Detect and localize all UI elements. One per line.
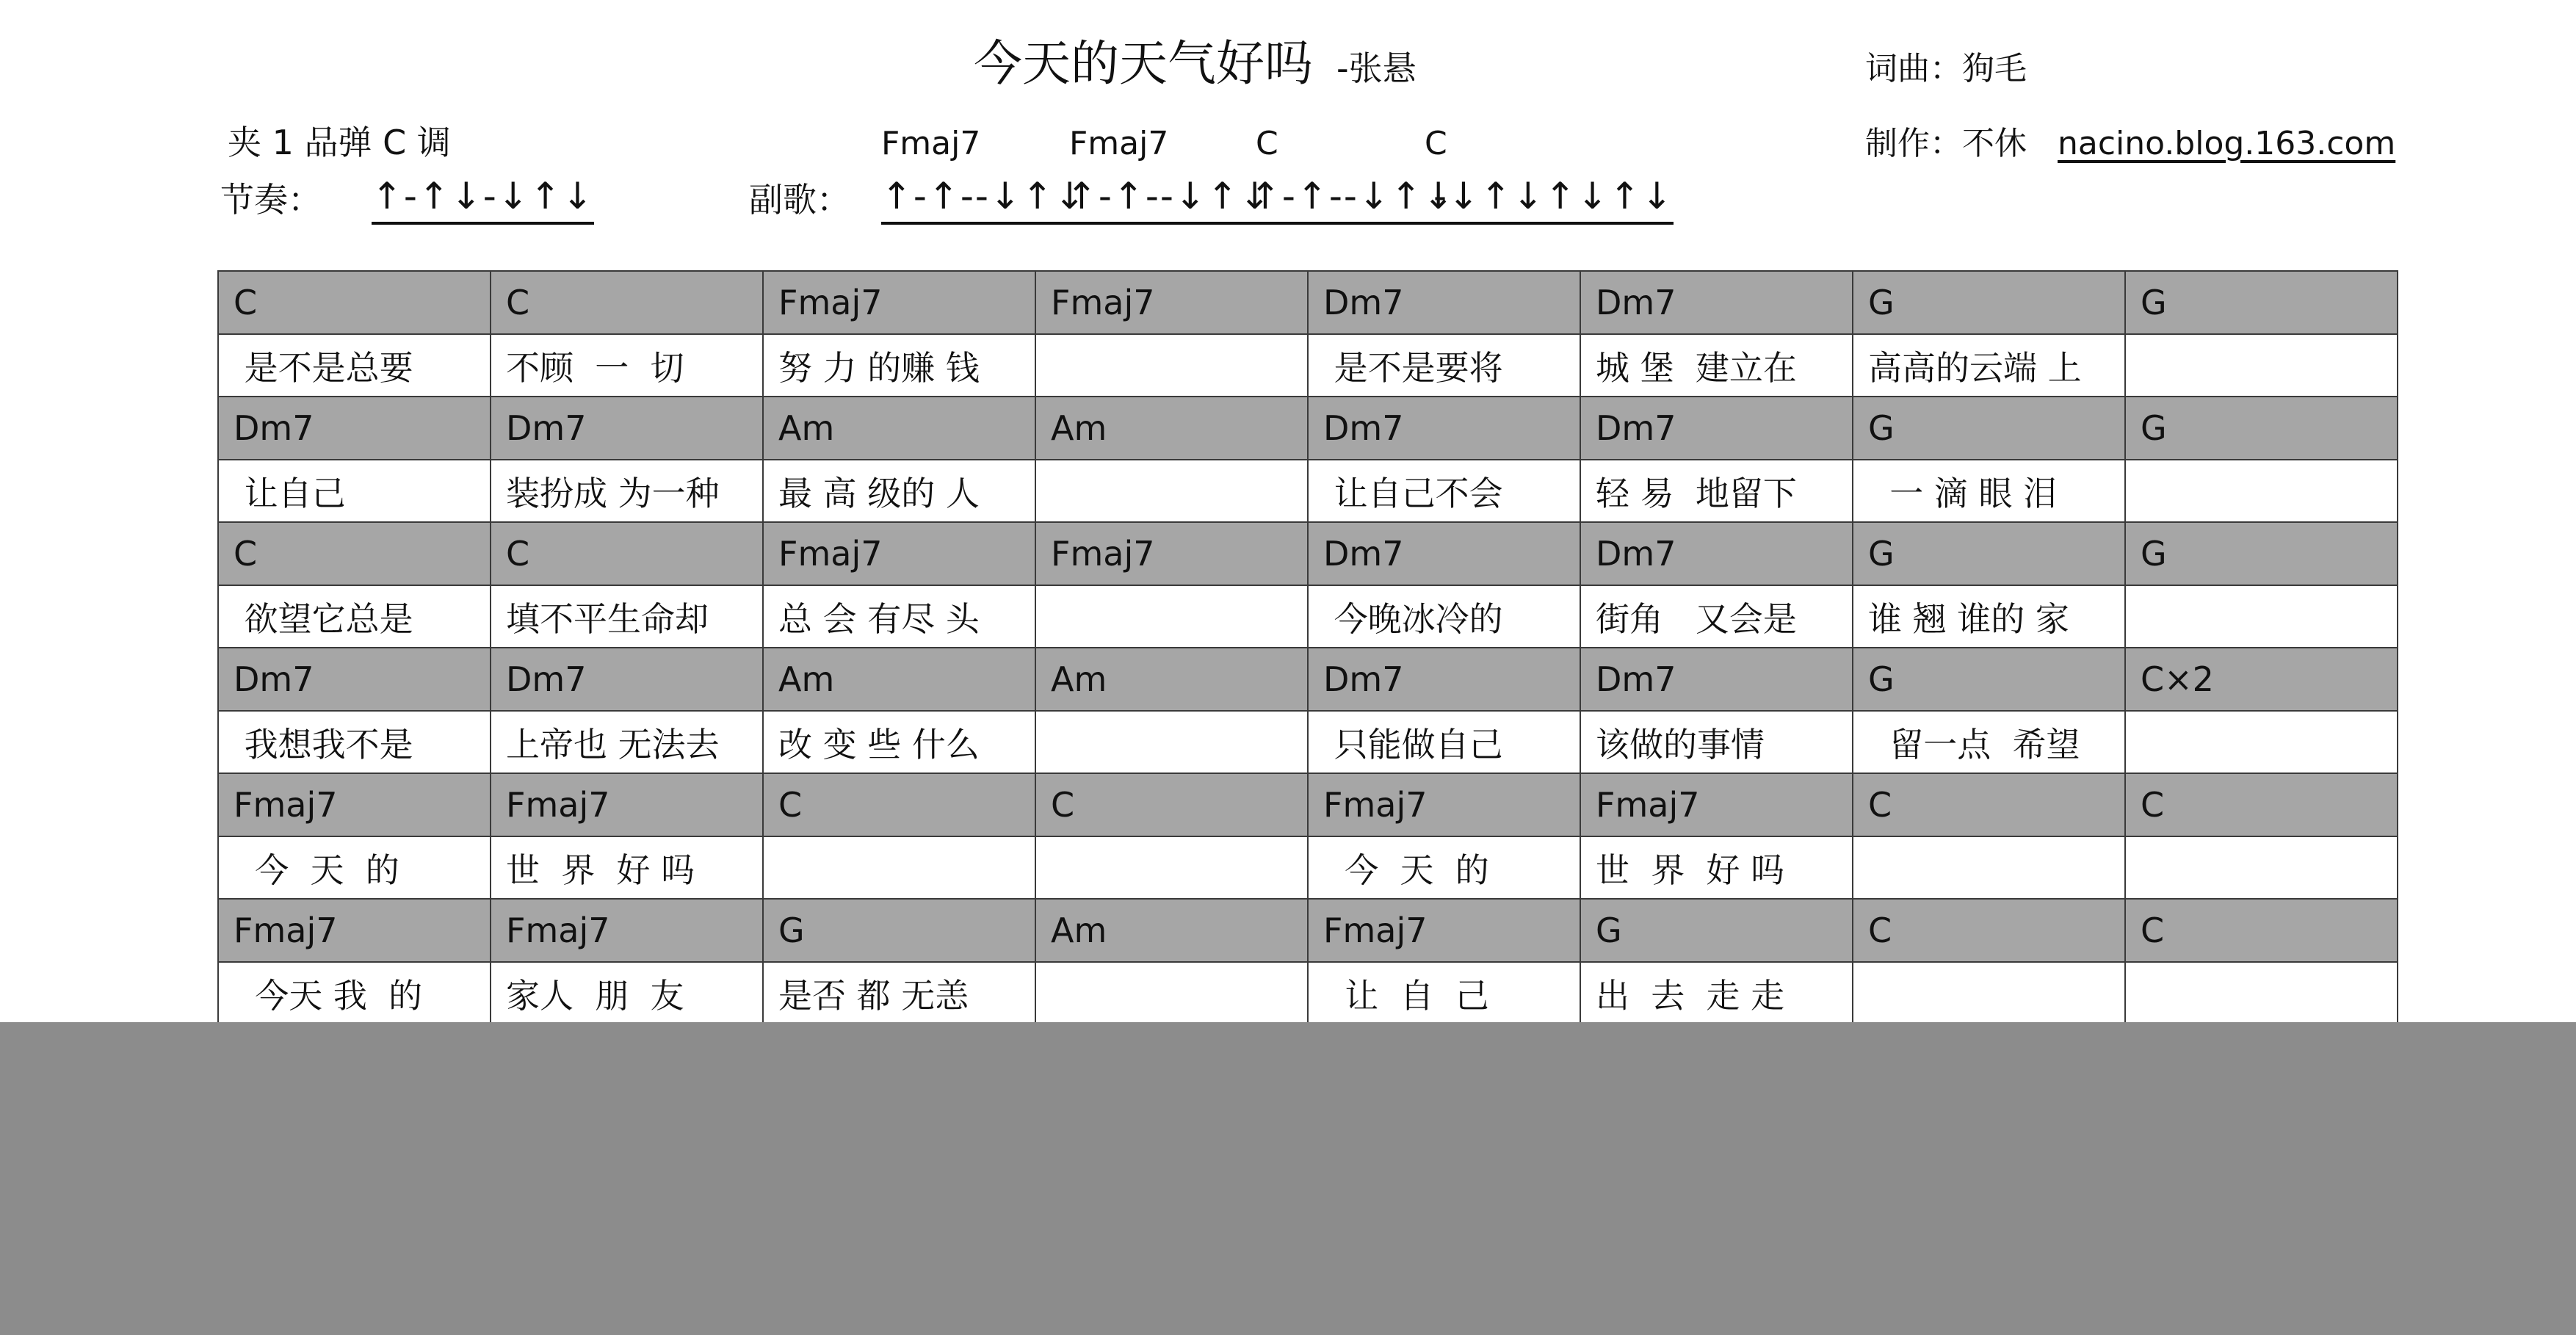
chord-grid-body xyxy=(218,271,2398,1024)
chord-cell: Am xyxy=(1035,648,1308,711)
chord-cell: G xyxy=(1853,271,2125,334)
lyric-cell: 出 去 走 走 xyxy=(1580,962,1853,1024)
lyric-cell xyxy=(1035,711,1308,773)
credits-text: 词曲：狗毛 xyxy=(1865,50,2027,87)
lyric-cell: 城 堡 建立在 xyxy=(1580,334,1853,397)
chorus-pattern: ↑-↑--↓↑↓ xyxy=(881,170,1087,225)
lyric-row xyxy=(218,962,2398,1024)
lyric-cell xyxy=(2125,711,2398,773)
lyric-cell xyxy=(1035,836,1308,899)
lyric-cell: 最 高 级的 人 xyxy=(763,460,1035,522)
lyric-cell xyxy=(763,836,1035,899)
chord-cell: G xyxy=(763,899,1035,962)
lyric-cell: 不顾 一 切 xyxy=(491,334,763,397)
lyric-cell: 一 滴 眼 泪 xyxy=(1853,460,2125,522)
website-link[interactable]: nacino.blog.163.com xyxy=(2058,125,2396,162)
lyric-row xyxy=(218,711,2398,773)
lyric-cell: 今晚冰冷的 xyxy=(1308,585,1580,648)
chord-cell: C xyxy=(2125,773,2398,836)
chorus-label: 副歌： xyxy=(749,180,850,220)
chord-cell: C xyxy=(218,522,491,585)
chord-cell: G xyxy=(1580,899,1853,962)
chord-cell: Dm7 xyxy=(1580,271,1853,334)
chord-cell: Fmaj7 xyxy=(491,899,763,962)
chord-cell: C xyxy=(218,271,491,334)
lyric-cell: 该做的事情 xyxy=(1580,711,1853,773)
lyric-cell xyxy=(1853,836,2125,899)
lyric-cell: 今天 我 的 xyxy=(218,962,491,1024)
chord-cell: Fmaj7 xyxy=(491,773,763,836)
chord-cell: Dm7 xyxy=(1308,271,1580,334)
chord-cell: Dm7 xyxy=(218,648,491,711)
chord-cell: Dm7 xyxy=(1308,648,1580,711)
gray-overlay xyxy=(0,1022,2576,1335)
chord-row xyxy=(218,522,2398,585)
chord-grid xyxy=(217,270,2398,1025)
lyric-cell: 努 力 的赚 钱 xyxy=(763,334,1035,397)
lyric-cell xyxy=(1035,962,1308,1024)
chord-cell: G xyxy=(1853,648,2125,711)
rhythm-pattern: ↑-↑↓-↓↑↓ xyxy=(372,170,594,225)
lyric-row xyxy=(218,334,2398,397)
chord-cell: Fmaj7 xyxy=(1035,522,1308,585)
lyric-cell xyxy=(2125,460,2398,522)
chorus-pattern: -↓↑↓↑↓↑↓ xyxy=(1433,170,1674,225)
chord-cell: Dm7 xyxy=(1580,522,1853,585)
chorus-pattern: ↑-↑--↓↑↓ xyxy=(1066,170,1272,225)
chord-cell: G xyxy=(2125,397,2398,460)
lyric-cell xyxy=(2125,334,2398,397)
lyric-cell: 是否 都 无恙 xyxy=(763,962,1035,1024)
lyric-cell xyxy=(1035,585,1308,648)
chord-cell: Am xyxy=(1035,899,1308,962)
lyric-cell: 是不是要将 xyxy=(1308,334,1580,397)
chord-cell: C xyxy=(1853,899,2125,962)
chorus-pattern: ↑-↑--↓↑↓ xyxy=(1250,170,1455,225)
chord-cell: G xyxy=(1853,522,2125,585)
lyric-cell: 谁 翘 谁的 家 xyxy=(1853,585,2125,648)
chord-cell: Fmaj7 xyxy=(1308,773,1580,836)
chord-cell: Am xyxy=(763,648,1035,711)
chord-cell: Fmaj7 xyxy=(1035,271,1308,334)
lyric-cell: 我想我不是 xyxy=(218,711,491,773)
song-title: 今天的天气好吗 xyxy=(974,35,1313,92)
chord-cell: Fmaj7 xyxy=(763,271,1035,334)
lyric-cell: 欲望它总是 xyxy=(218,585,491,648)
lyric-cell xyxy=(2125,962,2398,1024)
chord-cell: Dm7 xyxy=(1580,397,1853,460)
lyric-cell: 是不是总要 xyxy=(218,334,491,397)
chord-cell: G xyxy=(2125,271,2398,334)
lyric-cell: 留一点 希望 xyxy=(1853,711,2125,773)
lyric-cell xyxy=(2125,585,2398,648)
chord-cell: Fmaj7 xyxy=(218,899,491,962)
lyric-cell xyxy=(2125,836,2398,899)
chord-cell: Fmaj7 xyxy=(218,773,491,836)
chord-cell: C xyxy=(491,271,763,334)
chord-cell: C xyxy=(763,773,1035,836)
chord-row xyxy=(218,773,2398,836)
lyric-row xyxy=(218,460,2398,522)
lyric-cell: 让自己不会 xyxy=(1308,460,1580,522)
rhythm-label: 节奏： xyxy=(220,180,322,220)
lyric-cell: 装扮成 为一种 xyxy=(491,460,763,522)
chord-cell: Fmaj7 xyxy=(1580,773,1853,836)
lyric-cell: 世 界 好 吗 xyxy=(491,836,763,899)
lyric-cell xyxy=(1035,334,1308,397)
chord-cell: G xyxy=(2125,522,2398,585)
lyric-cell xyxy=(1853,962,2125,1024)
maker-text: 制作：不休 xyxy=(1865,125,2027,162)
chorus-chord: Fmaj7 xyxy=(881,125,981,162)
chorus-chord: Fmaj7 xyxy=(1069,125,1169,162)
chord-row xyxy=(218,397,2398,460)
lyric-cell: 让 自 己 xyxy=(1308,962,1580,1024)
lyric-cell: 今 天 的 xyxy=(1308,836,1580,899)
lyric-cell: 让自己 xyxy=(218,460,491,522)
lyric-row xyxy=(218,585,2398,648)
chord-row xyxy=(218,648,2398,711)
chord-cell: Dm7 xyxy=(491,648,763,711)
chorus-chord: C xyxy=(1425,125,1447,162)
chord-cell: C xyxy=(2125,899,2398,962)
chord-row xyxy=(218,899,2398,962)
lyric-row xyxy=(218,836,2398,899)
chord-cell: Dm7 xyxy=(1308,522,1580,585)
chord-cell: C×2 xyxy=(2125,648,2398,711)
chord-cell: Am xyxy=(763,397,1035,460)
capo-key-note: 夹 1 品弹 C 调 xyxy=(228,123,451,162)
lyric-cell: 高高的云端 上 xyxy=(1853,334,2125,397)
lyric-cell: 家人 朋 友 xyxy=(491,962,763,1024)
chord-row xyxy=(218,271,2398,334)
chord-cell: Dm7 xyxy=(218,397,491,460)
chord-cell: C xyxy=(1035,773,1308,836)
chord-cell: C xyxy=(1853,773,2125,836)
lyric-cell: 今 天 的 xyxy=(218,836,491,899)
lyric-cell: 总 会 有尽 头 xyxy=(763,585,1035,648)
chord-cell: Fmaj7 xyxy=(763,522,1035,585)
lyric-cell: 填不平生命却 xyxy=(491,585,763,648)
chord-cell: C xyxy=(491,522,763,585)
artist-name: -张悬 xyxy=(1336,48,1417,88)
lyric-cell: 改 变 些 什么 xyxy=(763,711,1035,773)
chorus-chord: C xyxy=(1256,125,1278,162)
chord-cell: Fmaj7 xyxy=(1308,899,1580,962)
lyric-cell xyxy=(1035,460,1308,522)
chord-cell: Dm7 xyxy=(491,397,763,460)
lyric-cell: 世 界 好 吗 xyxy=(1580,836,1853,899)
lyric-cell: 上帝也 无法去 xyxy=(491,711,763,773)
chord-cell: Dm7 xyxy=(1308,397,1580,460)
chord-cell: Am xyxy=(1035,397,1308,460)
chord-cell: G xyxy=(1853,397,2125,460)
lyric-cell: 只能做自己 xyxy=(1308,711,1580,773)
lyric-cell: 轻 易 地留下 xyxy=(1580,460,1853,522)
chord-cell: Dm7 xyxy=(1580,648,1853,711)
lyric-cell: 街角 又会是 xyxy=(1580,585,1853,648)
